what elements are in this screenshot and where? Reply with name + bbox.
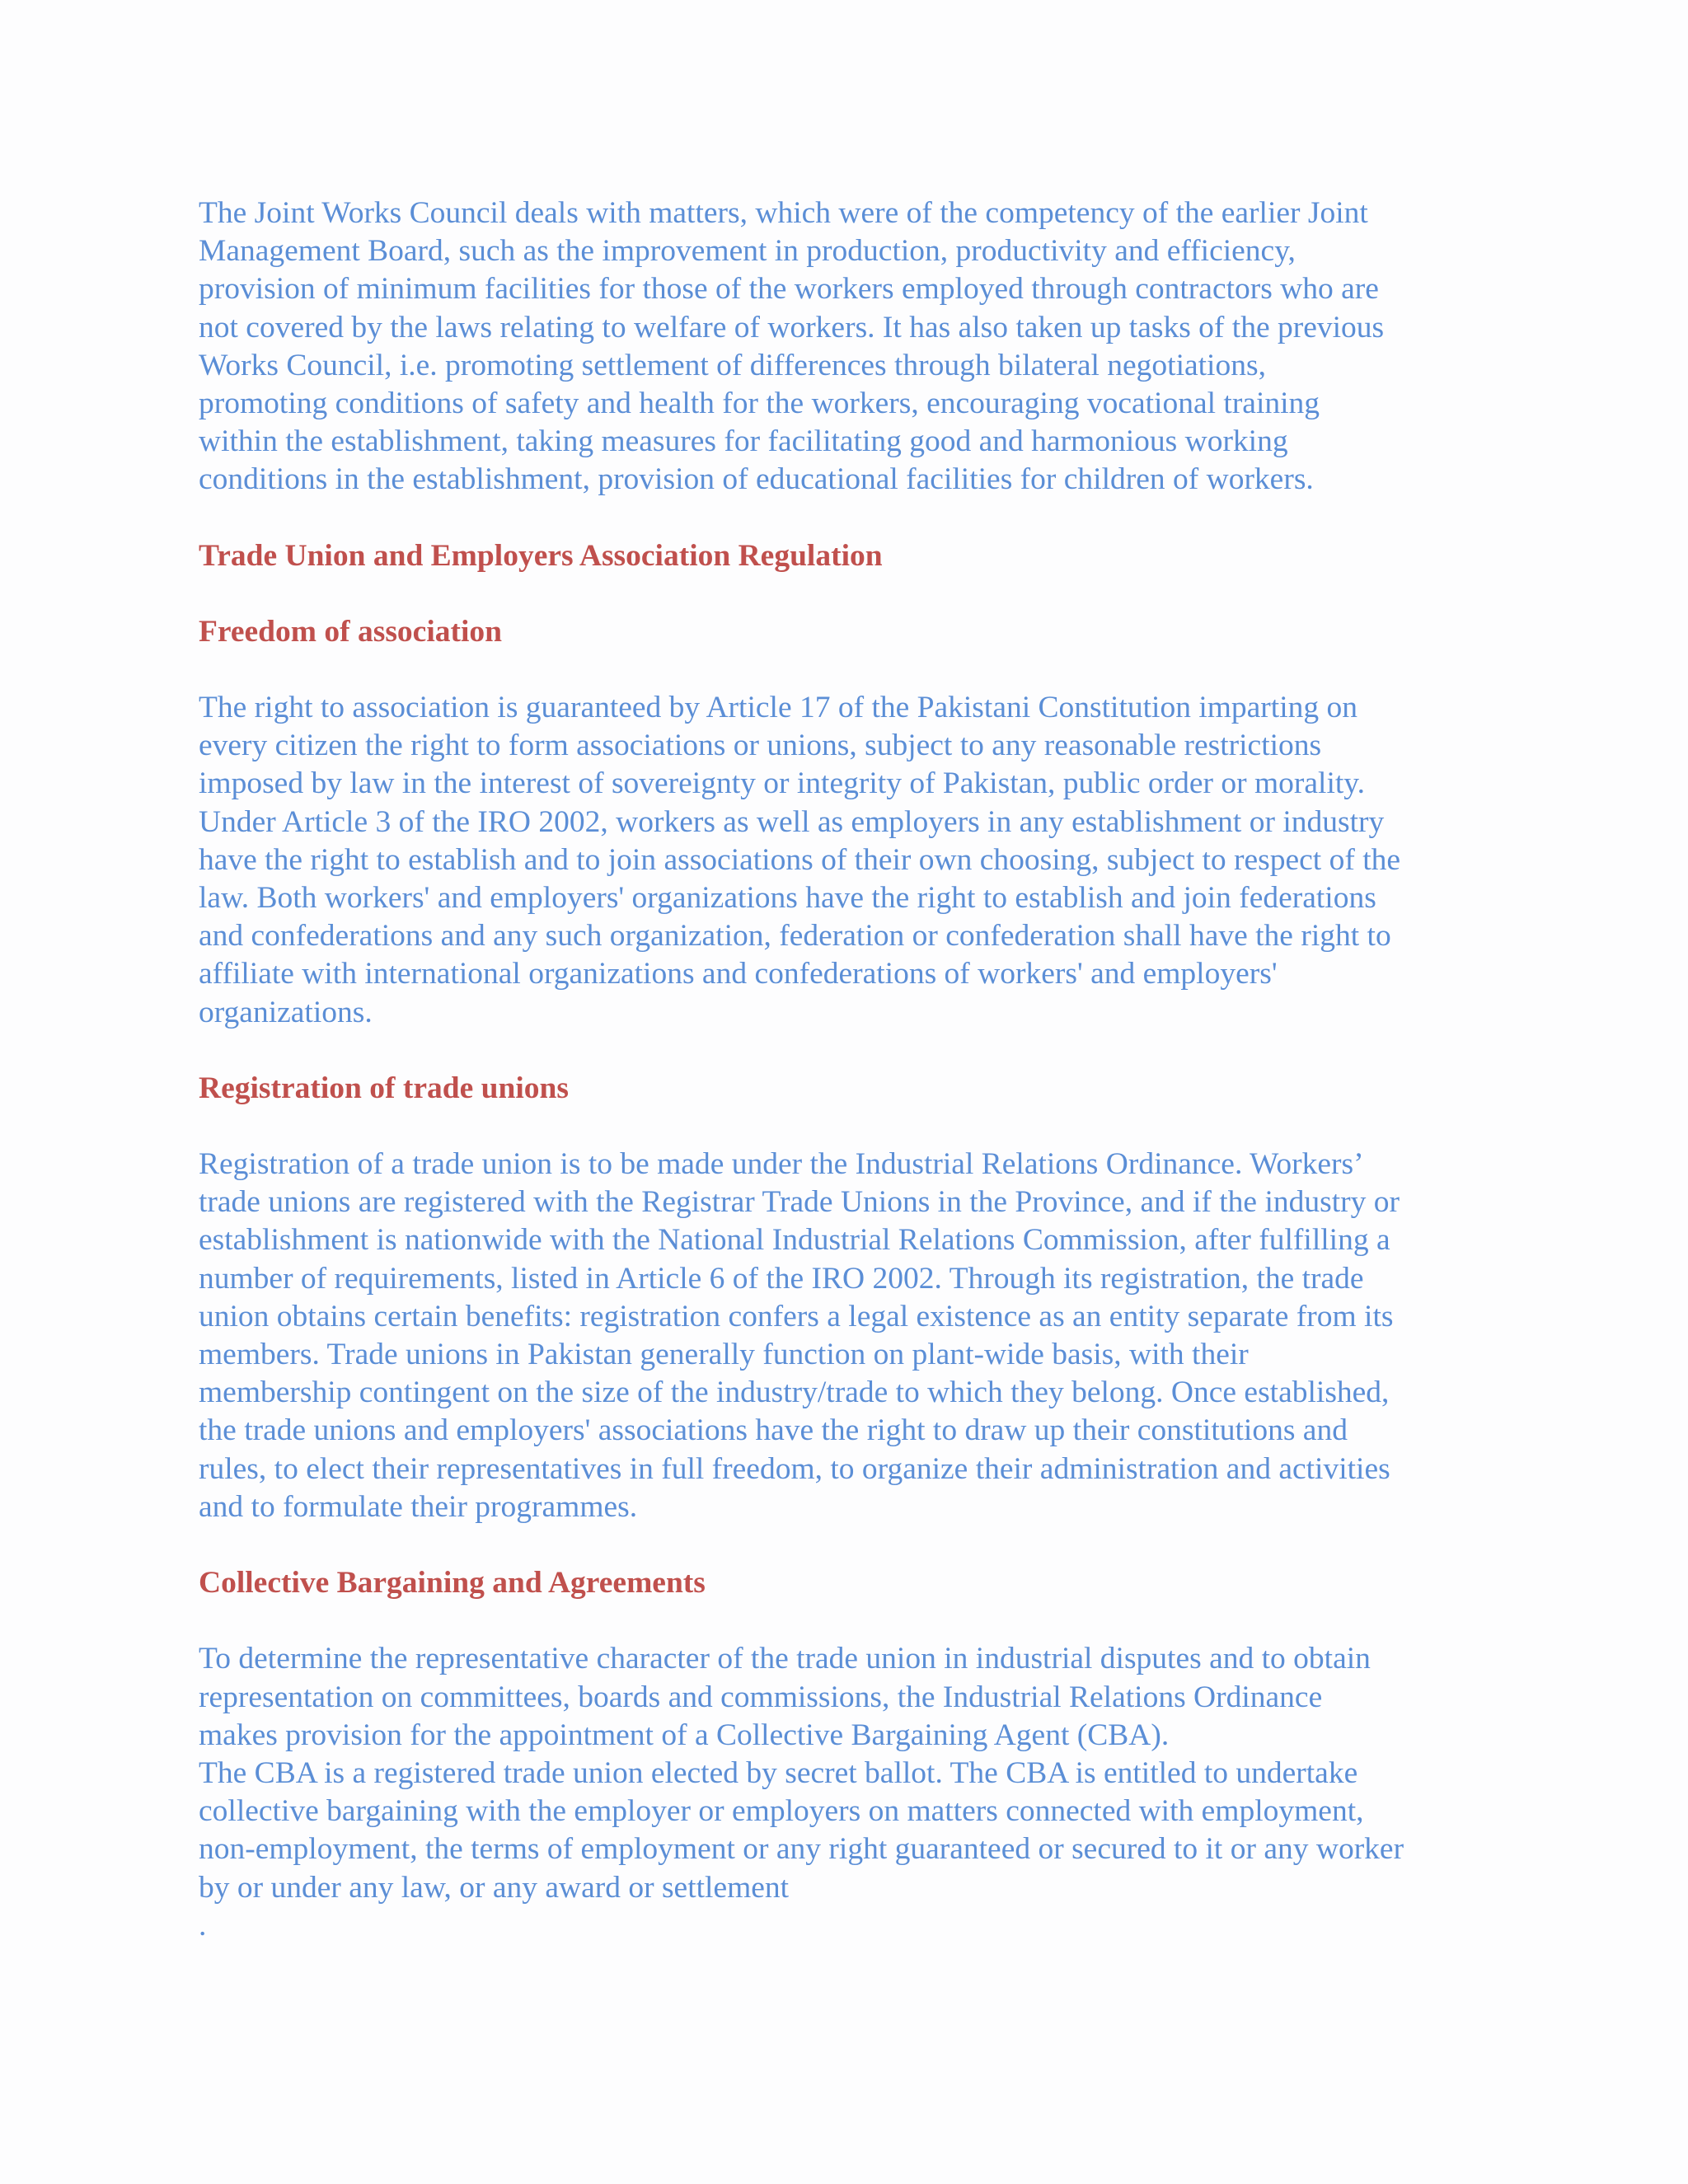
text-line: Management Board, such as the improvement in production, productivity and efficiency,: [199, 234, 1296, 269]
text-line: To determine the representative character of the trade union in industrial disputes and to obtain: [199, 1642, 1371, 1676]
text-line: membership contingent on the size of the industry/trade to which they belong. Once established,: [199, 1376, 1390, 1410]
text-line: The right to association is guaranteed by Article 17 of the Pakistani Constitution imparting on: [199, 691, 1358, 725]
text-line: affiliate with international organizations and confederations of workers' and employers': [199, 957, 1278, 991]
document-page: [199, 194, 1517, 1945]
text-line: have the right to establish and to join associations of their own choosing, subject to respect of the: [199, 842, 1401, 877]
freedom-of-association-paragraph: [199, 689, 1517, 1032]
text-line: trade unions are registered with the Registrar Trade Unions in the Province, and if the industry or: [199, 1185, 1400, 1220]
text-line: every citizen the right to form associations or unions, subject to any reasonable restrictions: [199, 729, 1322, 763]
text-line: Registration of a trade union is to be made under the Industrial Relations Ordinance. Workers’: [199, 1147, 1364, 1182]
text-line: by or under any law, or any award or settlement: [199, 1870, 790, 1905]
text-line: union obtains certain benefits: registration confers a legal existence as an entity separate from its: [199, 1299, 1394, 1333]
text-line: non-employment, the terms of employment or any right guaranteed or secured to it or any worker: [199, 1832, 1404, 1867]
text-line: within the establishment, taking measures for facilitating good and harmonious working: [199, 424, 1288, 459]
text-line: and to formulate their programmes.: [199, 1489, 638, 1524]
joint-works-council-paragraph: [199, 194, 1517, 499]
text-line: rules, to elect their representatives in full freedom, to organize their administration and activities: [199, 1451, 1390, 1486]
text-line: the trade unions and employers' associations have the right to draw up their constitutions and: [199, 1413, 1348, 1448]
section-heading-trade-union-regulation: Trade Union and Employers Association Regulation: [199, 538, 883, 573]
text-line: Under Article 3 of the IRO 2002, workers as well as employers in any establishment or industry: [199, 804, 1385, 839]
section-heading-registration-of-trade-unions: Registration of trade unions: [199, 1071, 569, 1105]
text-line: not covered by the laws relating to welfare of workers. It has also taken up tasks of the previous: [199, 310, 1385, 344]
text-line: representation on committees, boards and commissions, the Industrial Relations Ordinance: [199, 1680, 1323, 1714]
text-line: members. Trade unions in Pakistan generally function on plant-wide basis, with their: [199, 1338, 1249, 1372]
text-line: makes provision for the appointment of a Collective Bargaining Agent (CBA).: [199, 1718, 1170, 1752]
text-line: organizations.: [199, 995, 373, 1029]
text-line: Works Council, i.e. promoting settlement of differences through bilateral negotiations,: [199, 348, 1266, 382]
text-line: establishment is nationwide with the National Industrial Relations Commission, after fulfilling a: [199, 1223, 1390, 1258]
collective-bargaining-paragraph: [199, 1640, 1517, 1945]
text-line: conditions in the establishment, provision of educational facilities for children of workers.: [199, 462, 1314, 497]
text-line: .: [199, 1908, 207, 1943]
text-line: and confederations and any such organization, federation or confederation shall have the right to: [199, 919, 1391, 954]
registration-paragraph: [199, 1146, 1517, 1526]
text-line: promoting conditions of safety and health for the workers, encouraging vocational training: [199, 387, 1320, 421]
text-line: number of requirements, listed in Article 6 of the IRO 2002. Through its registration, the trade: [199, 1261, 1364, 1296]
text-line: law. Both workers' and employers' organizations have the right to establish and join federations: [199, 881, 1376, 916]
text-line: imposed by law in the interest of sovereignty or integrity of Pakistan, public order or morality.: [199, 766, 1365, 801]
text-line: collective bargaining with the employer or employers on matters connected with employment,: [199, 1794, 1364, 1829]
section-heading-collective-bargaining: Collective Bargaining and Agreements: [199, 1566, 706, 1601]
text-line: The Joint Works Council deals with matters, which were of the competency of the earlier Joint: [199, 196, 1368, 230]
text-line: The CBA is a registered trade union elected by secret ballot. The CBA is entitled to undertake: [199, 1755, 1358, 1790]
section-heading-freedom-of-association: Freedom of association: [199, 614, 503, 649]
text-line: provision of minimum facilities for those of the workers employed through contractors who are: [199, 272, 1379, 307]
